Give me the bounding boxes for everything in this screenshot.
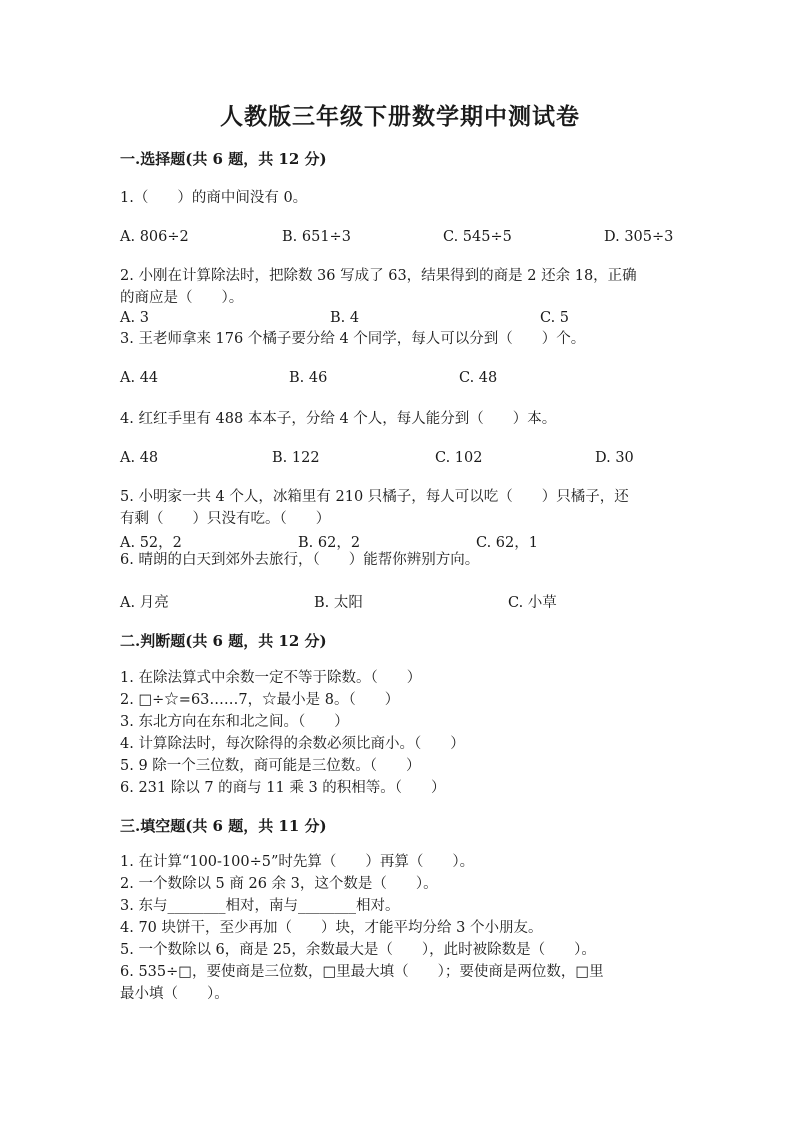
option-c: C. 5 [540,310,570,326]
question-text: 2. 小刚在计算除法时，把除数 36 写成了 63，结果得到的商是 2 还余 18，正确 [120,268,637,284]
option-b: B. 122 [272,450,320,466]
option-b: B. 4 [330,310,360,326]
question-text: 1.（ ）的商中间没有 0。 [120,190,308,206]
question-text: 5. 小明家一共 4 个人，冰箱里有 210 只橘子，每人可以吃（ ）只橘子，还 [120,489,629,505]
fill-item: 5. 一个数除以 6，商是 25，余数最大是（ ），此时被除数是（ ）。 [120,942,596,958]
option-c: C. 545÷5 [443,229,512,245]
option-c: C. 62，1 [476,535,538,551]
question-text: 3. 王老师拿来 176 个橘子要分给 4 个同学，每人可以分到（ ）个。 [120,331,586,347]
option-a: A. 3 [120,310,149,326]
fill-item: 6. 535÷□，要使商是三位数，□里最大填（ ）；要使商是两位数，□里 [120,964,604,980]
judge-item: 6. 231 除以 7 的商与 11 乘 3 的积相等。（ ） [120,780,446,796]
option-d: D. 30 [595,450,634,466]
option-b: B. 62，2 [298,535,361,551]
fill-item: 2. 一个数除以 5 商 26 余 3，这个数是（ ）。 [120,876,438,892]
option-a: A. 月亮 [120,595,169,611]
page-title: 人教版三年级下册数学期中测试卷 [220,103,580,130]
option-b: B. 46 [289,370,328,386]
judge-item: 2. □÷☆=63……7，☆最小是 8。（ ） [120,692,400,708]
option-b: B. 太阳 [314,595,363,611]
judge-item: 5. 9 除一个三位数，商可能是三位数。（ ） [120,758,421,774]
question-text: 4. 红红手里有 488 本本子，分给 4 个人，每人能分到（ ）本。 [120,411,557,427]
option-a: A. 48 [120,450,159,466]
question-text-cont: 的商应是（ ）。 [120,290,244,306]
option-a: A. 44 [120,370,159,386]
fill-item: 3. 东与________相对，南与________相对。 [120,898,400,914]
section-heading-choice: 一.选择题(共 6 题，共 12 分) [120,150,327,168]
option-c: C. 48 [459,370,498,386]
judge-item: 4. 计算除法时，每次除得的余数必须比商小。（ ） [120,736,465,752]
judge-item: 3. 东北方向在东和北之间。（ ） [120,714,349,730]
option-c: C. 102 [435,450,483,466]
fill-item-cont: 最小填（ ）。 [120,986,229,1002]
section-heading-fill: 三.填空题(共 6 题，共 11 分) [120,817,327,835]
option-a: A. 806÷2 [120,229,189,245]
option-c: C. 小草 [508,595,557,611]
question-text-cont: 有剩（ ）只没有吃。（ ） [120,511,331,527]
option-a: A. 52，2 [120,535,182,551]
fill-item: 1. 在计算“100-100÷5”时先算（ ）再算（ ）。 [120,854,475,870]
fill-item: 4. 70 块饼干，至少再加（ ）块，才能平均分给 3 个小朋友。 [120,920,543,936]
option-b: B. 651÷3 [282,229,351,245]
option-d: D. 305÷3 [604,229,674,245]
question-text: 6. 晴朗的白天到郊外去旅行，（ ）能帮你辨别方向。 [120,552,480,568]
judge-item: 1. 在除法算式中余数一定不等于除数。（ ） [120,670,422,686]
section-heading-judge: 二.判断题(共 6 题，共 12 分) [120,632,327,650]
